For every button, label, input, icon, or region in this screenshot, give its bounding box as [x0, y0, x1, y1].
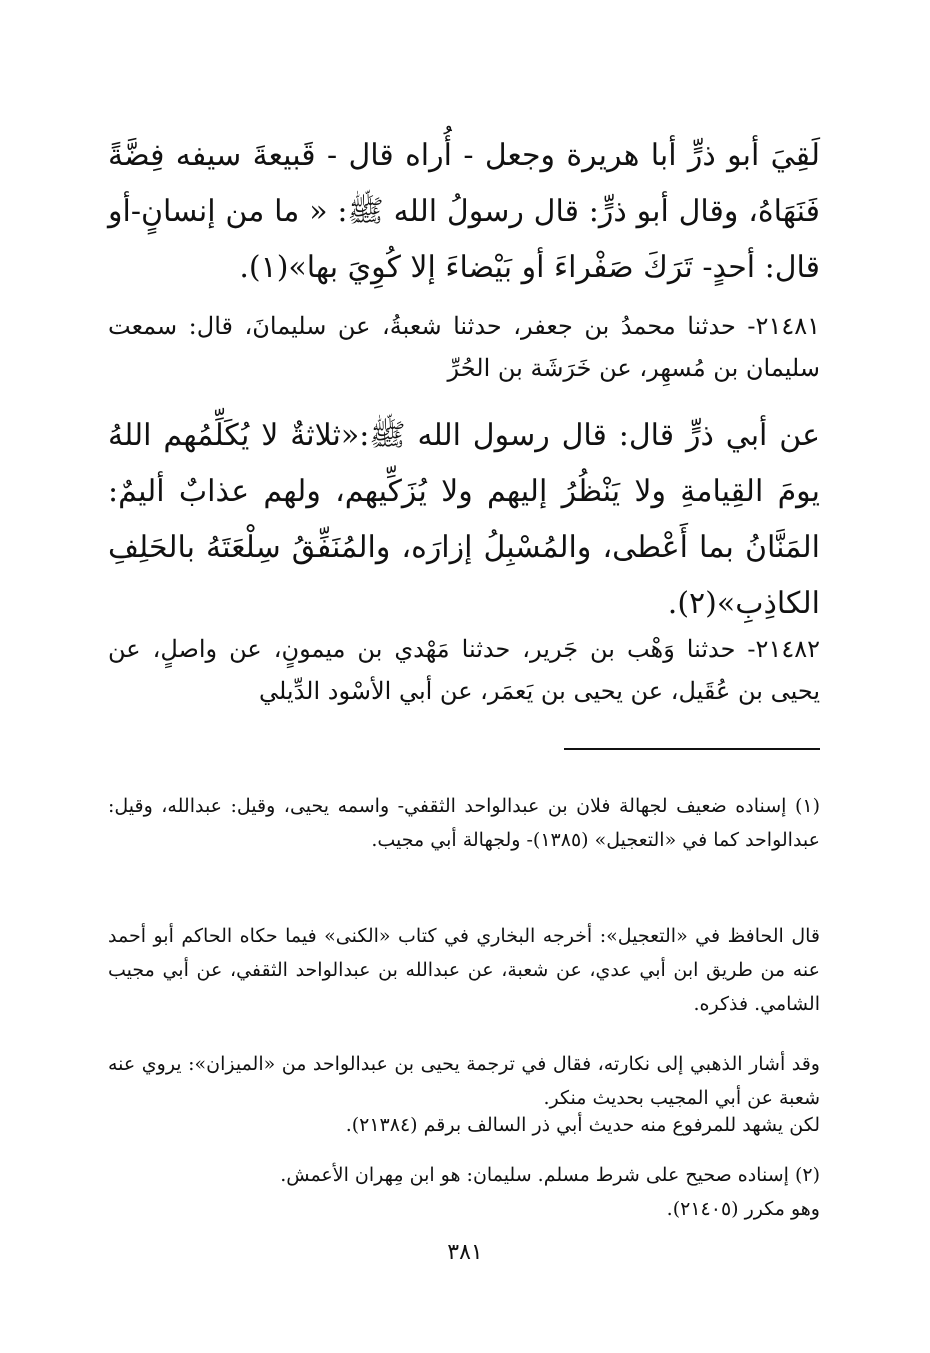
hadith-2481-matn: عن أبي ذرٍّ قال: قال رسول الله ﷺ:«ثلاثةٌ لا يُكَلِّمُهم اللهُ يومَ القِيامةِ ولا يَنْظُرُ إليهم ولا يُزَكِّيهم، ولهم عذابٌ أليمٌ: المَنَّانُ بما أَعْطى، والمُسْبِلُ إزارَه، والمُنَفِّقُ سِلْعَتَهُ بالحَلِفِ الكاذِبِ»(٢). — [108, 418, 820, 621]
hadith-2481-isnad: ٢١٤٨١- حدثنا محمدُ بن جعفر، حدثنا شعبةُ، عن سليمانَ، قال: سمعت سليمان بن مُسهِر، عن خَرَشَة بن الحُرِّ — [108, 312, 820, 382]
footnote-2-line-2: وهو مكرر (٢١٤٠٥). — [666, 1198, 820, 1220]
footnote-group — [108, 1108, 820, 1142]
footnote-1-paragraph-2: قال الحافظ في «التعجيل»: أخرجه البخاري في كتاب «الكنى» فيما حكاه الحاكم أبو أحمد عنه من طريق ابن أبي عدي، عن شعبة، عن عبدالله بن عبدالواحد الثقفي، عن أبي مجيب الشامي. فذكره. — [108, 925, 820, 1015]
hadith-continuation-paragraph: لَقِيَ أبو ذرٍّ أبا هريرة وجعل - أُراه قال - قَبيعةَ سيفه فِضَّةً فَنَهَاهُ، وقال أبو ذرٍّ: قال رسولُ الله ﷺ: « ما من إنسانٍ-أو قال: أحدٍ- تَرَكَ صَفْراءَ أو بَيْضاءَ إلا كُوِيَ بها»(١). — [108, 138, 820, 285]
footnote-1-paragraph-3: وقد أشار الذهبي إلى نكارته، فقال في ترجمة يحيى بن عبدالواحد من «الميزان»: يروي عنه شعبة عن أبي المجيب بحديث منكر. — [108, 1053, 820, 1109]
footnote-separator — [564, 748, 820, 750]
hadith-2482-isnad: ٢١٤٨٢- حدثنا وَهْب بن جَرير، حدثنا مَهْدي بن ميمونٍ، عن واصلٍ، عن يحيى بن عُقَيل، عن يحيى بن يَعمَر، عن أبي الأسْود الدِّيلي — [108, 635, 820, 705]
footnote-1-paragraph-1: (١) إسناده ضعيف لجهالة فلان بن عبدالواحد الثقفي- واسمه يحيى، وقيل: عبدالله، وقيل: عبدالواحد كما في «التعجيل» (١٣٨٥)- ولجهالة أبي مجيب. — [108, 795, 820, 851]
page-number: ٣٨١ — [447, 1240, 483, 1265]
footnote-2 — [108, 1158, 820, 1226]
footnote-1-paragraph-4: لكن يشهد للمرفوع منه حديث أبي ذر السالف برقم (٢١٣٨٤). — [345, 1114, 820, 1136]
footnote-2-line-1: (٢) إسناده صحيح على شرط مسلم. سليمان: هو ابن مِهران الأعمش. — [280, 1164, 820, 1186]
